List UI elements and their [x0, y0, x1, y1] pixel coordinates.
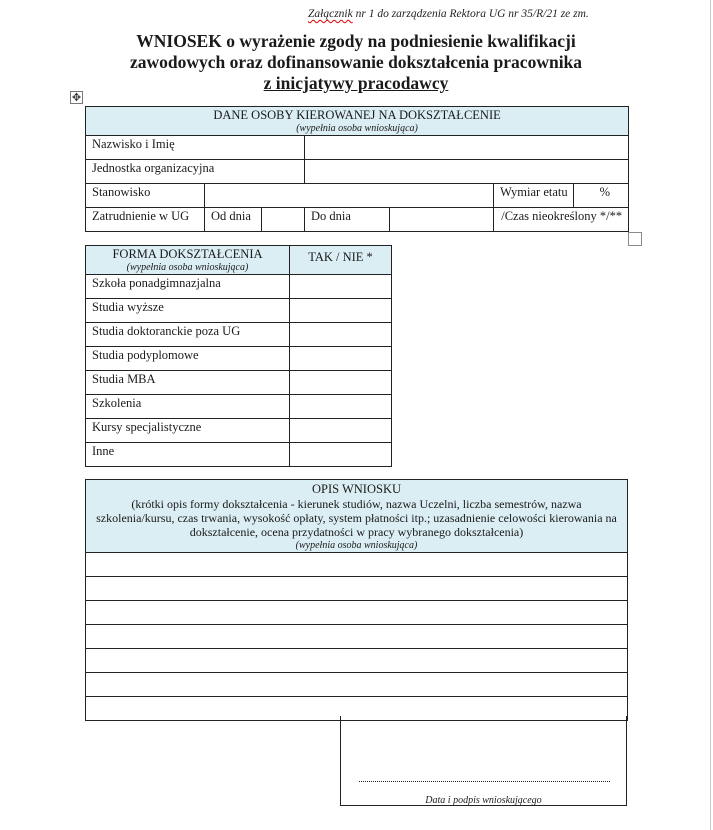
- percent-sign: %: [599, 185, 611, 199]
- form-row-label: Studia wyższe: [86, 299, 290, 323]
- description-line[interactable]: [86, 673, 628, 697]
- form-row-answer[interactable]: [290, 395, 392, 419]
- form-row-answer[interactable]: [290, 299, 392, 323]
- form-row-answer[interactable]: [290, 347, 392, 371]
- table-resize-handle[interactable]: [628, 232, 642, 246]
- form-row-label: Kursy specjalistyczne: [86, 419, 290, 443]
- signature-caption: Data i podpis wnioskującego: [425, 795, 542, 806]
- description-line[interactable]: [86, 601, 628, 625]
- title-line-2: zawodowych oraz dofinansowanie dokształcenia pracownika: [129, 52, 583, 72]
- signature-box[interactable]: [340, 716, 627, 806]
- workload-field[interactable]: [574, 184, 629, 208]
- form-row-label: Szkolenia: [86, 395, 290, 419]
- description-table: [85, 479, 628, 721]
- table-move-handle-icon[interactable]: ✥: [71, 91, 82, 104]
- annex-prefix: Załącznik: [308, 8, 353, 20]
- description-line[interactable]: [86, 553, 628, 577]
- form-row-label: Inne: [86, 443, 290, 467]
- annex-text: nr 1 do zarządzenia Rektora UG nr 35/R/21 ze zm.: [352, 8, 589, 20]
- unit-field[interactable]: [305, 160, 629, 184]
- employment-label: Zatrudnienie w UG: [86, 208, 205, 232]
- indefinite-label: /Czas nieokreślony */**: [494, 208, 629, 232]
- position-label: Stanowisko: [86, 184, 205, 208]
- workload-label: Wymiar etatu: [494, 184, 574, 208]
- form-row-answer[interactable]: [290, 371, 392, 395]
- form-row-label: Studia podyplomowe: [86, 347, 290, 371]
- form-row-label: Studia doktoranckie poza UG: [86, 323, 290, 347]
- person-data-table: [85, 106, 629, 232]
- description-line[interactable]: [86, 625, 628, 649]
- unit-label: Jednostka organizacyjna: [86, 160, 305, 184]
- form-row-answer[interactable]: [290, 443, 392, 467]
- form-row-answer[interactable]: [290, 275, 392, 299]
- annex-note: [308, 8, 638, 20]
- name-field[interactable]: [305, 136, 629, 160]
- description-line[interactable]: [86, 649, 628, 673]
- form-row-answer[interactable]: [290, 323, 392, 347]
- to-date-label: Do dnia: [305, 208, 390, 232]
- name-label: Nazwisko i Imię: [86, 136, 305, 160]
- form-row-answer[interactable]: [290, 419, 392, 443]
- title-line-3: z inicjatywy pracodawcy: [263, 73, 449, 93]
- to-date-field[interactable]: [390, 208, 494, 232]
- from-date-label: Od dnia: [205, 208, 262, 232]
- description-header: OPIS WNIOSKU (krótki opis formy dokształcenia - kierunek studiów, nazwa Uczelni, liczba semestrów, nazwa szkolenia/kursu, czas trwania, wysokość opłaty, system płatności itp.; uzasadnienie celowości kierowania na dokształcenie, ocena przydatności w pracy wybranego dokształcenia) (wypełnia osoba wnioskująca): [86, 480, 628, 553]
- person-section-header: DANE OSOBY KIEROWANEJ NA DOKSZTAŁCENIE (wypełnia osoba wnioskująca): [86, 107, 629, 136]
- from-date-field[interactable]: [262, 208, 305, 232]
- signature-line: [359, 781, 610, 782]
- yes-no-header: TAK / NIE *: [290, 246, 392, 275]
- education-form-table: [85, 245, 392, 467]
- title-line-1: WNIOSEK o wyrażenie zgody na podniesienie kwalifikacji: [136, 31, 576, 51]
- form-row-label: Studia MBA: [86, 371, 290, 395]
- description-line[interactable]: [86, 577, 628, 601]
- description-instructions: (krótki opis formy dokształcenia - kierunek studiów, nazwa Uczelni, liczba semestrów, nazwa szkolenia/kursu, czas trwania, wysokość opłaty, system płatności itp.; uzasadnienie celowości kierowania na dokształcenie, ocena przydatności w pracy wybranego dokształcenia): [96, 497, 617, 539]
- form-section-header: FORMA DOKSZTAŁCENIA (wypełnia osoba wnioskująca): [86, 246, 290, 275]
- document-title: [80, 31, 632, 94]
- position-field[interactable]: [205, 184, 494, 208]
- form-row-label: Szkoła ponadgimnazjalna: [86, 275, 290, 299]
- page-edge: [710, 0, 711, 830]
